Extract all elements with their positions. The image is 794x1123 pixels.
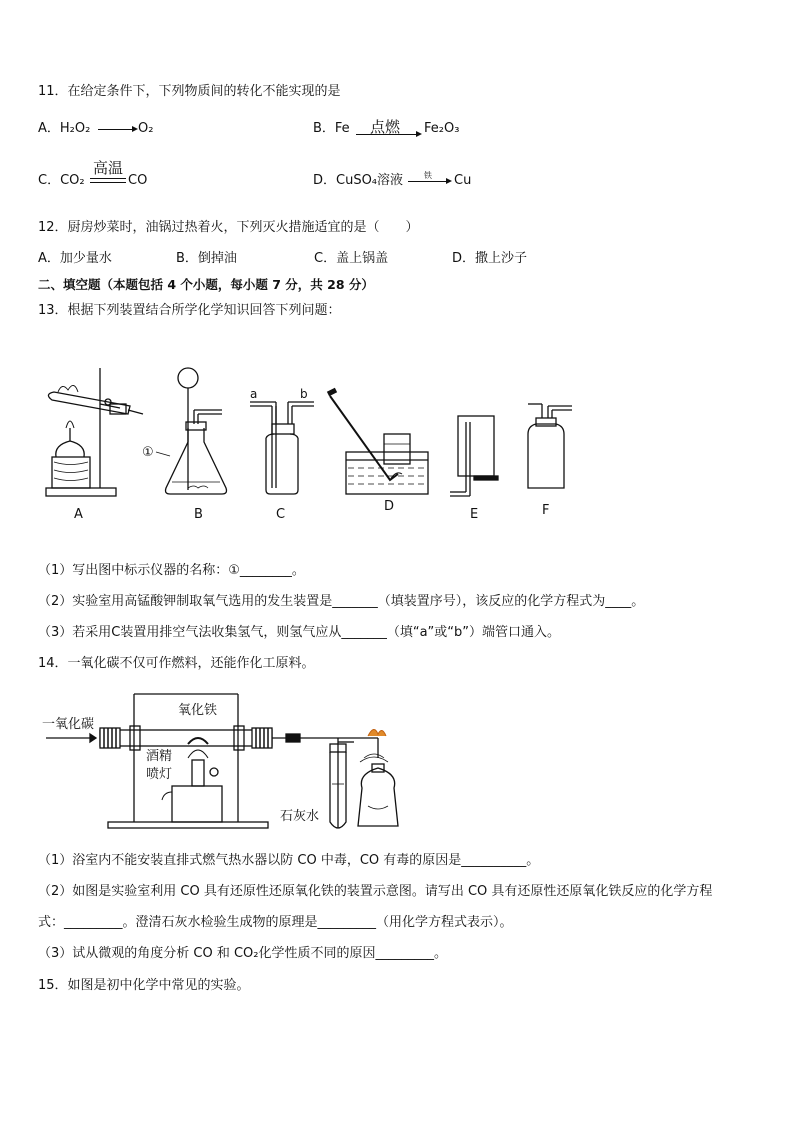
fig-label-d: D: [384, 499, 395, 514]
fig-label-f: F: [542, 503, 550, 518]
q12-option-c: C．盖上锅盖: [314, 251, 389, 266]
q13-stem: 13．根据下列装置结合所学化学知识回答下列问题：: [38, 303, 341, 318]
q14-part3: （3）试从微观的角度分析 CO 和 CO₂化学性质不同的原因_________。: [38, 946, 447, 961]
fig-label-lime: 石灰水: [280, 809, 320, 824]
q11-option-b: B．Fe: [313, 121, 350, 136]
q13-apparatus-figure: [38, 362, 578, 522]
q12-option-b: B．倒掉油: [176, 251, 237, 266]
q11-b-product: Fe₂O₃: [424, 121, 460, 136]
q12-option-a: A．加少量水: [38, 251, 112, 266]
fig-label-a-port: a: [250, 387, 258, 401]
q12-option-d: D．撒上沙子: [452, 251, 528, 266]
q14-apparatus-figure: [38, 688, 428, 836]
fig-label-a: A: [74, 507, 83, 522]
q11-option-d: D．CuSO₄溶液: [313, 173, 404, 188]
q15-stem: 15．如图是初中化学中常见的实验。: [38, 978, 250, 993]
q14-part1: （1）浴室内不能安装直排式燃气热水器以防 CO 中毒，CO 有毒的原因是__________。: [38, 853, 540, 868]
q13-part2: （2）实验室用高锰酸钾制取氧气选用的发生装置是_______（填装置序号），该反应的化学方程式为____。: [38, 594, 645, 609]
q11-b-condition: 点燃: [370, 118, 401, 136]
q11-option-a: A．H₂O₂: [38, 121, 91, 136]
fig-label-co: 一氧化碳: [42, 717, 95, 732]
q14-stem: 14．一氧化碳不仅可作燃料，还能作化工原料。: [38, 656, 315, 671]
fig-label-lamp1: 酒精: [146, 749, 173, 764]
q11-c-equals: [90, 178, 126, 183]
q14-part2-line1: （2）如图是实验室利用 CO 具有还原性还原氧化铁的装置示意图。请写出 CO 具有还原性还原氧化铁反应的化学方程: [38, 884, 713, 899]
fig-label-b: B: [194, 507, 203, 522]
q11-stem: 11．在给定条件下，下列物质间的转化不能实现的是: [38, 84, 341, 99]
q11-c-condition: 高温: [93, 159, 124, 177]
fig-label-e: E: [470, 507, 479, 522]
q12-stem: 12．厨房炒菜时，油锅过热着火，下列灭火措施适宜的是（ ）: [38, 220, 419, 235]
q13-part1: （1）写出图中标示仪器的名称：①________。: [38, 563, 305, 578]
fig-label-c: C: [276, 507, 286, 522]
fig-label-b-port: b: [300, 387, 308, 401]
q11-a-product: O₂: [138, 121, 154, 136]
q11-d-condition: 铁: [424, 171, 432, 180]
fig-label-one: ①: [142, 445, 154, 460]
q11-b-arrow: [356, 134, 420, 135]
q13-part3: （3）若采用C装置用排空气法收集氢气，则氢气应从_______（填“a”或“b”）端管口通入。: [38, 625, 561, 640]
q11-a-arrow: [98, 129, 136, 130]
section-2-heading: 二、填空题（本题包括 4 个小题，每小题 7 分，共 28 分）: [38, 277, 374, 292]
q11-c-product: CO: [128, 173, 148, 188]
fig-label-lamp2: 喷灯: [146, 767, 173, 782]
q11-option-c: C．CO₂: [38, 173, 85, 188]
q11-d-product: Cu: [454, 173, 472, 188]
fig-label-fe2o3: 氧化铁: [178, 703, 218, 718]
q14-part2-line2: 式：_________。澄清石灰水检验生成物的原理是_________（用化学方程式表示）。: [38, 915, 513, 930]
q11-d-arrow: [408, 181, 450, 182]
